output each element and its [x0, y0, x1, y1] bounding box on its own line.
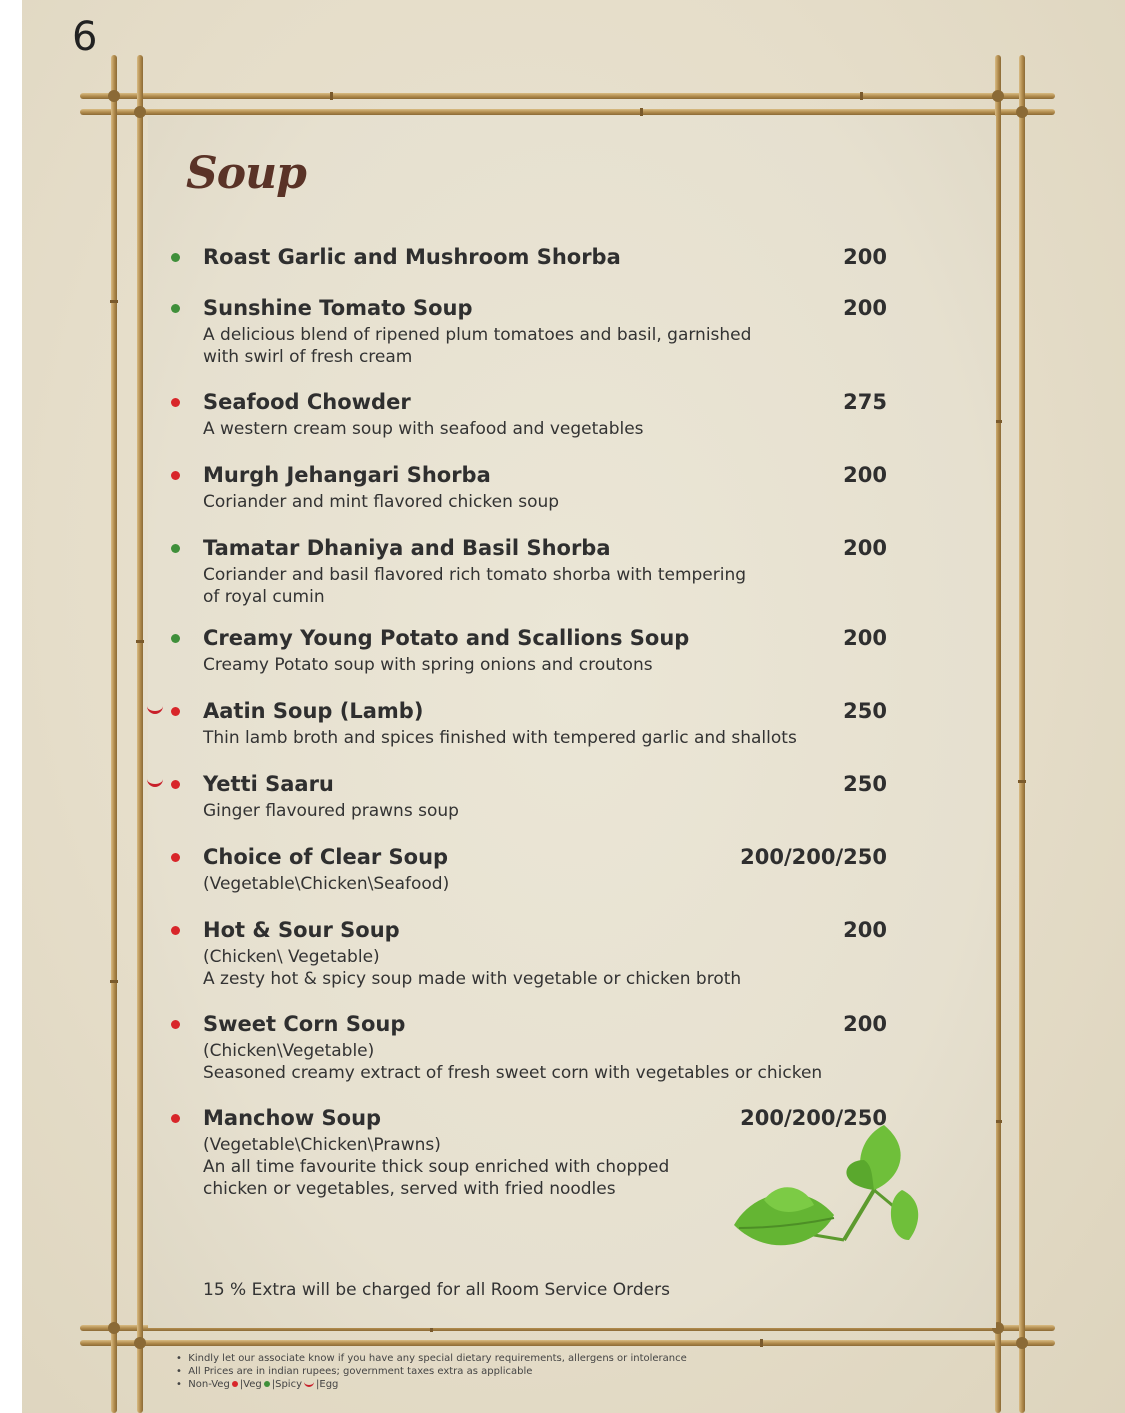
menu-item-price: 250 [843, 772, 887, 796]
non-veg-dot-icon [171, 1114, 180, 1123]
veg-dot-icon [264, 1381, 270, 1387]
menu-item-description: Creamy Potato soup with spring onions and croutons [203, 655, 653, 675]
veg-dot-icon [171, 634, 180, 643]
section-title: Soup [186, 148, 306, 199]
non-veg-dot-icon [171, 1020, 180, 1029]
menu-item-description: Coriander and basil flavored rich tomato shorba with tempering [203, 565, 747, 585]
chili-icon [304, 1381, 314, 1387]
non-veg-dot-icon [171, 398, 180, 407]
menu-item-description: (Chicken\Vegetable) [203, 1041, 375, 1061]
menu-item-price: 200 [843, 536, 887, 560]
bamboo-bottom-rail-2 [80, 1340, 1055, 1346]
menu-item-price: 200 [843, 626, 887, 650]
menu-item-price: 250 [843, 699, 887, 723]
bamboo-top-rail-1 [80, 93, 1055, 99]
non-veg-dot-icon [171, 471, 180, 480]
menu-item-description: with swirl of fresh cream [203, 347, 413, 367]
menu-item-name: Creamy Young Potato and Scallions Soup [203, 626, 690, 650]
non-veg-dot-icon [171, 853, 180, 862]
bamboo-right-post-2 [1019, 55, 1025, 1413]
diet-legend: • Non-Veg |Veg |Spicy |Egg [176, 1379, 339, 1390]
bamboo-knot [992, 90, 1004, 102]
bamboo-knot [1016, 1337, 1028, 1349]
menu-item-price: 200/200/250 [740, 1106, 887, 1130]
menu-item-description: (Chicken\ Vegetable) [203, 947, 380, 967]
menu-item-name: Roast Garlic and Mushroom Shorba [203, 245, 621, 269]
menu-item-name: Hot & Sour Soup [203, 918, 400, 942]
bamboo-joint [860, 92, 863, 100]
footer-note: • All Prices are in indian rupees; government taxes extra as applicable [176, 1366, 533, 1377]
bamboo-joint [136, 640, 144, 643]
menu-item-description: (Vegetable\Chicken\Seafood) [203, 874, 450, 894]
bamboo-joint [1018, 780, 1026, 783]
legend-spicy-label: |Spicy [271, 1379, 302, 1390]
bamboo-knot [108, 90, 120, 102]
menu-item-price: 200 [843, 1012, 887, 1036]
menu-item-price: 275 [843, 390, 887, 414]
non-veg-dot-icon [171, 780, 180, 789]
menu-item-description: of royal cumin [203, 587, 325, 607]
bamboo-joint [110, 980, 118, 983]
menu-item-price: 200 [843, 296, 887, 320]
bamboo-joint [110, 300, 118, 303]
menu-item-price: 200/200/250 [740, 845, 887, 869]
page-number: 6 [72, 14, 98, 60]
menu-item-description: (Vegetable\Chicken\Prawns) [203, 1135, 441, 1155]
menu-item-description: Coriander and mint flavored chicken soup [203, 492, 560, 512]
menu-item-name: Choice of Clear Soup [203, 845, 449, 869]
legend-veg-label: |Veg [239, 1379, 262, 1390]
non-veg-dot-icon [171, 707, 180, 716]
bamboo-left-post-1 [111, 55, 117, 1413]
footer-note: • Kindly let our associate know if you have any special dietary requirements, allergens or intolerance [176, 1353, 687, 1364]
veg-dot-icon [171, 253, 180, 262]
veg-dot-icon [171, 544, 180, 553]
menu-item-name: Seafood Chowder [203, 390, 411, 414]
menu-item-price: 200 [843, 463, 887, 487]
menu-item-name: Aatin Soup (Lamb) [203, 699, 424, 723]
legend-non-veg-label: Non-Veg [188, 1379, 230, 1390]
bamboo-knot [1016, 106, 1028, 118]
bamboo-left-post-2 [137, 55, 143, 1413]
bamboo-joint [640, 108, 643, 116]
veg-dot-icon [171, 304, 180, 313]
menu-item-description: Ginger flavoured prawns soup [203, 801, 459, 821]
bamboo-top-rail-2 [80, 109, 1055, 115]
menu-item-description: An all time favourite thick soup enriched with chopped [203, 1157, 670, 1177]
bamboo-knot [134, 106, 146, 118]
menu-item-name: Manchow Soup [203, 1106, 382, 1130]
menu-item-name: Sunshine Tomato Soup [203, 296, 473, 320]
menu-item-description: Thin lamb broth and spices finished with tempered garlic and shallots [203, 728, 797, 748]
menu-item-price: 200 [843, 918, 887, 942]
bamboo-knot [108, 1322, 120, 1334]
menu-item-description: A zesty hot & spicy soup made with vegetable or chicken broth [203, 969, 742, 989]
menu-item-name: Murgh Jehangari Shorba [203, 463, 491, 487]
coriander-leaf-icon [724, 1120, 920, 1265]
bamboo-joint [330, 92, 333, 100]
legend-egg-label: |Egg [316, 1379, 339, 1390]
menu-item-price: 200 [843, 245, 887, 269]
menu-item-description: chicken or vegetables, served with fried noodles [203, 1179, 616, 1199]
menu-item-name: Tamatar Dhaniya and Basil Shorba [203, 536, 611, 560]
menu-item-name: Sweet Corn Soup [203, 1012, 406, 1036]
menu-item-description: Seasoned creamy extract of fresh sweet corn with vegetables or chicken [203, 1063, 823, 1083]
room-service-note: 15 % Extra will be charged for all Room Service Orders [203, 1280, 670, 1300]
menu-item-name: Yetti Saaru [203, 772, 334, 796]
non-veg-dot-icon [171, 926, 180, 935]
menu-item-description: A delicious blend of ripened plum tomatoes and basil, garnished [203, 325, 752, 345]
bamboo-knot [134, 1337, 146, 1349]
footer-notes [176, 1352, 687, 1391]
bamboo-joint [760, 1339, 763, 1347]
non-veg-dot-icon [232, 1381, 238, 1387]
menu-item-description: A western cream soup with seafood and vegetables [203, 419, 644, 439]
